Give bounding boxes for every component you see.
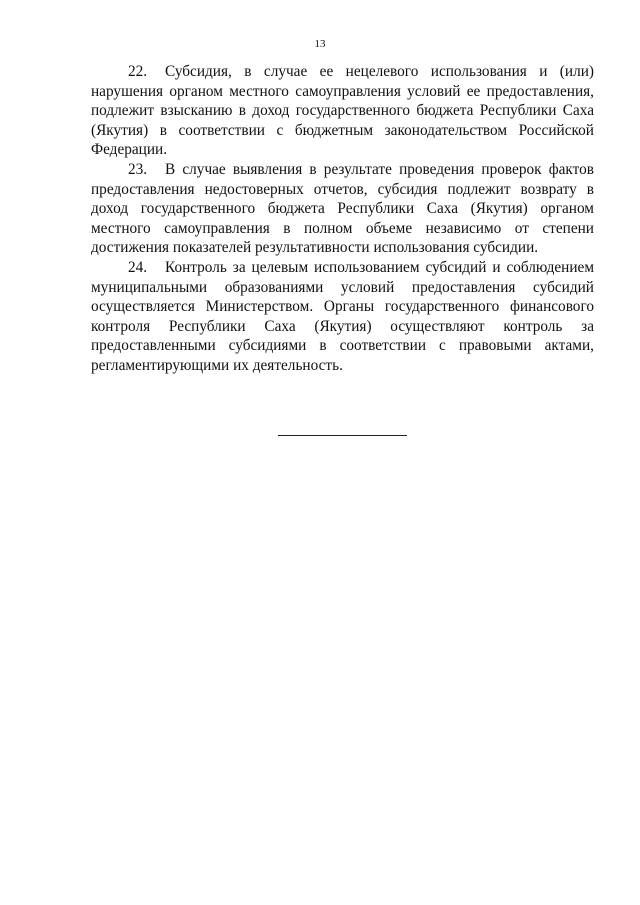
paragraph-text: Субсидия, в случае ее нецелевого использования и (или) нарушения органом местного самоуправления условий ее предоставления, подлежит взысканию в доход государственного бюджета Республики Саха (Якутия) в соответствии с бюджетным законодательством Российской Федерации. [91, 63, 594, 159]
paragraph-number: 22. [128, 63, 148, 80]
paragraph-text: В случае выявления в результате проведения проверок фактов предоставления недостоверных отчетов, субсидия подлежит возврату в доход государственного бюджета Республики Саха (Якутия) органом местного самоуправления в полном объеме независимо от степени достижения показателей результативности использования субсидии. [91, 160, 594, 257]
end-of-document-rule [278, 435, 407, 436]
document-body [91, 62, 594, 376]
paragraph-number: 23. [128, 160, 148, 178]
paragraph-24 [91, 258, 594, 376]
paragraph-text: Контроль за целевым использованием субсидий и соблюдением муниципальными образованиями условий предоставления субсидий осуществляется Министерством. Органы государственного финансового контроля Республики Саха (Якутия) осуществляют контроль за предоставленными субсидиями в соответствии с правовыми актами, регламентирующими их деятельность. [91, 258, 594, 374]
paragraph-22 [91, 62, 594, 160]
page-number: 13 [314, 38, 326, 50]
paragraph-number: 24. [128, 258, 148, 276]
paragraph-23 [91, 160, 594, 258]
